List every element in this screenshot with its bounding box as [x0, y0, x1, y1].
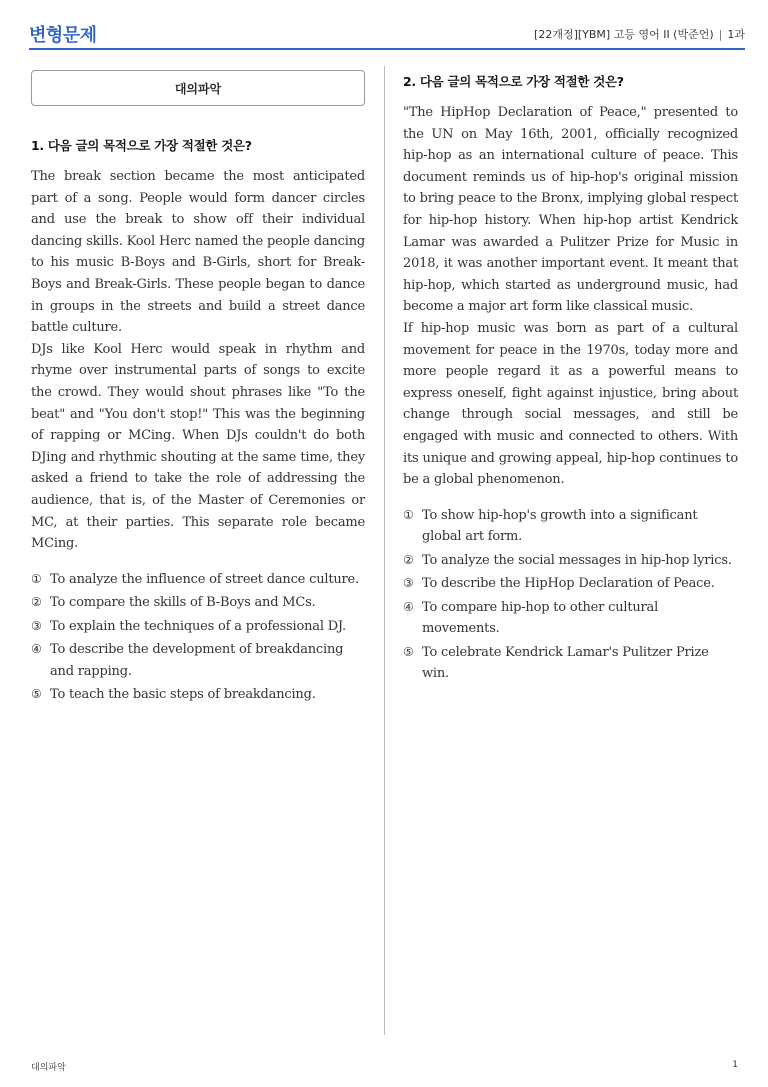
option-text: To compare the skills of B-Boys and MCs. [50, 595, 316, 611]
passage-paragraph: "The HipHop Declaration of Peace," presented to the UN on May 16th, 2001, officially recognized hip-hop as an international culture of peace. This document reminds us of hip-hop's original mission to bring peace to the Bronx, implying global respect for hip-hop history. When hip-hop artist Kendrick Lamar was awarded a Pulitzer Prize for Music in 2018, it was another important event. It meant that hip-hop, which started as underground music, had become a major art form like classical music. [403, 105, 738, 315]
answer-option[interactable] [31, 592, 365, 614]
option-number: ② [31, 595, 42, 610]
option-text: To show hip-hop's growth into a significant global art form. [422, 507, 698, 545]
option-text: To compare hip-hop to other cultural movements. [422, 599, 659, 637]
option-text: To explain the techniques of a professional DJ. [50, 618, 346, 634]
section-label-box [31, 70, 365, 106]
header-separator: | [718, 28, 723, 41]
option-text: To celebrate Kendrick Lamar's Pulitzer Prize win. [422, 644, 709, 682]
passage-paragraph: DJs like Kool Herc would speak in rhythm and rhyme over instrumental parts of songs to excite the crowd. They would shout phrases like "To the beat" and "You don't stop!" This was the beginning of rapping or MCing. When DJs couldn't do both DJing and rhythmic shouting at the same time, they asked a friend to take the role of addressing the audience, that is, of the Master of Ceremonies or MC, at their parties. This separate role became MCing. [31, 341, 365, 552]
answer-option[interactable] [403, 597, 738, 640]
option-number: ② [403, 552, 414, 567]
header-info [534, 26, 745, 42]
question-1-passage [31, 166, 365, 555]
section-label: 대의파악 [174, 81, 222, 96]
question-1-title: 1. 다음 글의 목적으로 가장 적절한 것은? [31, 138, 252, 153]
answer-option[interactable] [403, 505, 738, 548]
header-lesson: 1과 [727, 28, 745, 41]
header-subtitle: [22개정][YBM] 고등 영어 II (박준언) [534, 28, 714, 41]
question-2-title: 2. 다음 글의 목적으로 가장 적절한 것은? [403, 74, 624, 89]
left-column [31, 60, 365, 708]
option-text: To teach the basic steps of breakdancing. [50, 687, 316, 703]
option-number: ① [403, 507, 414, 522]
option-text: To describe the development of breakdancing and rapping. [50, 642, 344, 679]
footer-section-label: 대의파악 [31, 1063, 66, 1073]
option-number: ⑤ [31, 687, 42, 702]
question-2-passage [403, 102, 738, 491]
right-column [403, 60, 738, 687]
option-text: To analyze the influence of street dance culture. [50, 571, 359, 587]
answer-option[interactable] [31, 639, 365, 682]
option-number: ③ [403, 576, 414, 591]
question-1-options [31, 569, 365, 706]
option-number: ③ [31, 618, 42, 633]
option-number: ① [31, 571, 42, 586]
answer-option[interactable] [31, 684, 365, 706]
header-title: 변형문제 [29, 25, 97, 46]
question-2-options [403, 505, 738, 685]
option-number: ⑤ [403, 644, 414, 659]
option-number: ④ [31, 642, 42, 657]
answer-option[interactable] [31, 616, 365, 638]
page-header [29, 20, 745, 50]
page-number: 1 [732, 1060, 738, 1070]
answer-option[interactable] [31, 569, 365, 591]
passage-paragraph: If hip-hop music was born as part of a cultural movement for peace in the 1970s, today more and more people regard it as a powerful means to express oneself, fight against injustice, bring about change through social messages, and still be engaged with music and connected to others. With its unique and growing appeal, hip-hop continues to be a global phenomenon. [403, 320, 738, 488]
answer-option[interactable] [403, 550, 738, 572]
option-number: ④ [403, 599, 414, 614]
column-divider [384, 66, 385, 1035]
option-text: To describe the HipHop Declaration of Peace. [422, 576, 715, 592]
answer-option[interactable] [403, 642, 738, 685]
passage-paragraph: The break section became the most anticipated part of a song. People would form dancer circles and use the break to show off their individual dancing skills. Kool Herc named the people dancing to his music B-Boys and B-Girls, short for Break-Boys and Break-Girls. These people began to dance in groups in the streets and build a street dance battle culture. [31, 169, 365, 336]
option-text: To analyze the social messages in hip-hop lyrics. [422, 552, 732, 568]
answer-option[interactable] [403, 573, 738, 595]
